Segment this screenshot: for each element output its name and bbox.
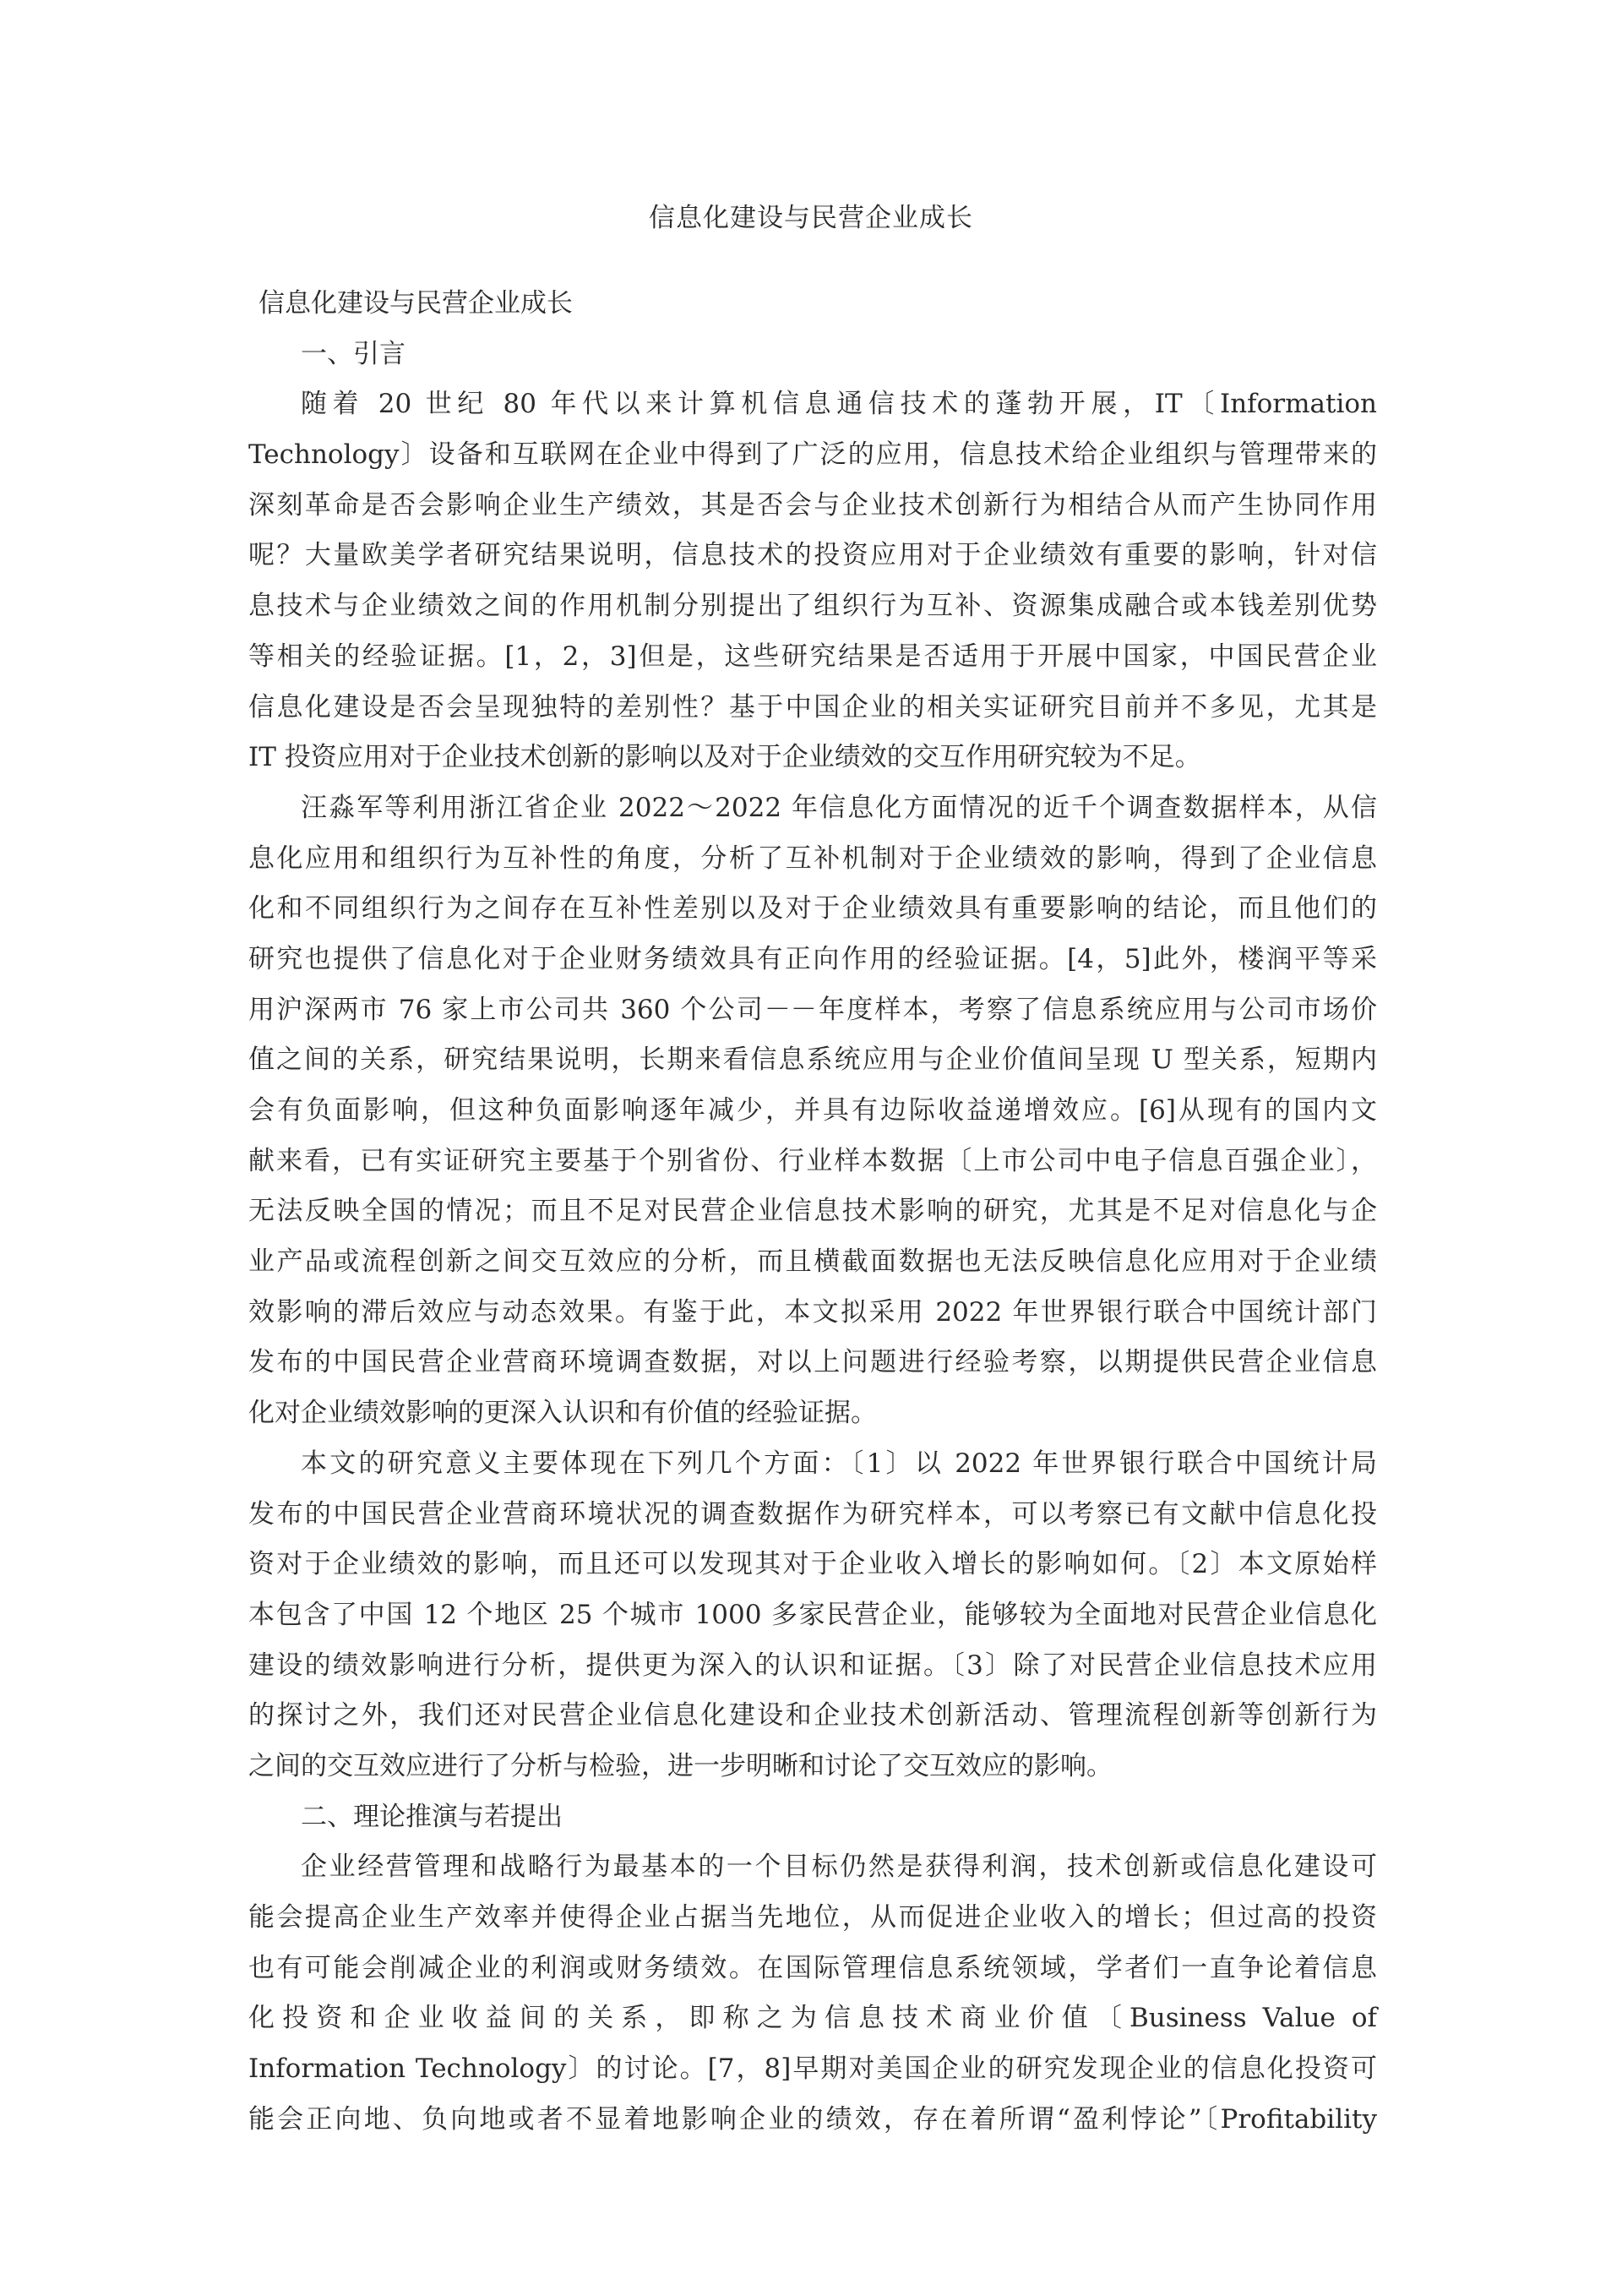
paragraph-line: 之间的交互效应进行了分析与检验，进一步明晰和讨论了交互效应的影响。 (248, 1750, 1113, 1781)
paragraph-line: 信息化建设是否会呈现独特的差别性？基于中国企业的相关实证研究目前并不多见，尤其是 (248, 691, 1377, 723)
paragraph-line: 献来看，已有实证研究主要基于个别省份、行业样本数据〔上市公司中电子信息百强企业〕， (248, 1145, 1377, 1176)
paragraph-line: 化对企业绩效影响的更深入认识和有价值的经验证据。 (248, 1398, 877, 1429)
paragraph-line: 息化应用和组织行为互补性的角度，分析了互补机制对于企业绩效的影响，得到了企业信息 (248, 843, 1377, 874)
document-body (248, 279, 1377, 2145)
paragraph-line: Technology〕设备和互联网在企业中得到了广泛的应用，信息技术给企业组织与管理带来的 (248, 439, 1377, 471)
section-heading: 一、引言 (301, 338, 406, 369)
paragraph-line: 无法反映全国的情况；而且不足对民营企业信息技术影响的研究，尤其是不足对信息化与企 (248, 1196, 1377, 1227)
paragraph-line: 用沪深两市 76 家上市公司共 360 个公司－－年度样本，考察了信息系统应用与公司市场价 (248, 994, 1377, 1025)
paragraph-line: 值之间的关系，研究结果说明，长期来看信息系统应用与企业价值间呈现 U 型关系，短期内 (248, 1044, 1377, 1076)
paragraph-line: 呢？大量欧美学者研究结果说明，信息技术的投资应用对于企业绩效有重要的影响，针对信 (248, 540, 1377, 571)
paragraph-line: 本包含了中国 12 个地区 25 个城市 1000 多家民营企业，能够较为全面地对民营企业信息化 (248, 1599, 1377, 1630)
section-heading: 二、理论推演与若提出 (301, 1801, 563, 1832)
paragraph-line: 资对于企业绩效的影响，而且还可以发现其对于企业收入增长的影响如何。〔2〕本文原始样 (248, 1549, 1377, 1580)
paragraph-line: Information Technology〕的讨论。[7，8]早期对美国企业的研究发现企业的信息化投资可 (248, 2053, 1377, 2085)
paragraph-line: 化和不同组织行为之间存在互补性差别以及对于企业绩效具有重要影响的结论，而且他们的 (248, 893, 1377, 924)
paragraph-line: 效影响的滞后效应与动态效果。有鉴于此，本文拟采用 2022 年世界银行联合中国统计部门 (248, 1296, 1377, 1328)
paragraph-line: 息技术与企业绩效之间的作用机制分别提出了组织行为互补、资源集成融合或本钱差别优势 (248, 591, 1377, 622)
paragraph-line: 深刻革命是否会影响企业生产绩效，其是否会与企业技术创新行为相结合从而产生协同作用 (248, 489, 1377, 521)
paragraph-line: 业产品或流程创新之间交互效应的分析，而且横截面数据也无法反映信息化应用对于企业绩 (248, 1246, 1377, 1278)
paragraph-line: 化投资和企业收益间的关系，即称之为信息技术商业价值〔Business Value of (248, 2003, 1377, 2034)
document-subtitle: 信息化建设与民营企业成长 (259, 288, 573, 319)
paragraph-line: 建设的绩效影响进行分析，提供更为深入的认识和证据。〔3〕除了对民营企业信息技术应用 (248, 1650, 1377, 1681)
paragraph-line: 随着 20 世纪 80 年代以来计算机信息通信技术的蓬勃开展，IT〔Information (301, 389, 1377, 420)
paragraph-line: 能会提高企业生产效率并使得企业占据当先地位，从而促进企业收入的增长；但过高的投资 (248, 1902, 1377, 1933)
paragraph-line: 研究也提供了信息化对于企业财务绩效具有正向作用的经验证据。[4，5]此外，楼润平等采 (248, 943, 1377, 974)
paragraph-line: 的探讨之外，我们还对民营企业信息化建设和企业技术创新活动、管理流程创新等创新行为 (248, 1700, 1377, 1732)
paragraph-line: 能会正向地、负向地或者不显着地影响企业的绩效，存在着所谓“盈利悖论”〔Profitability (248, 2103, 1377, 2135)
paragraph-line: 本文的研究意义主要体现在下列几个方面：〔1〕以 2022 年世界银行联合中国统计局 (301, 1448, 1377, 1479)
paragraph-line: 发布的中国民营企业营商环境状况的调查数据作为研究样本，可以考察已有文献中信息化投 (248, 1498, 1377, 1530)
paragraph-line: 企业经营管理和战略行为最基本的一个目标仍然是获得利润，技术创新或信息化建设可 (301, 1852, 1377, 1883)
paragraph-line: 等相关的经验证据。[1，2，3]但是，这些研究结果是否适用于开展中国家，中国民营企业 (248, 641, 1377, 672)
paragraph-line: 发布的中国民营企业营商环境调查数据，对以上问题进行经验考察，以期提供民营企业信息 (248, 1347, 1377, 1378)
paragraph-line: 也有可能会削减企业的利润或财务绩效。在国际管理信息系统领域，学者们一直争论着信息 (248, 1952, 1377, 1983)
paragraph-line: 汪淼军等利用浙江省企业 2022～2022 年信息化方面情况的近千个调查数据样本，从信 (301, 792, 1377, 823)
paragraph-line: IT 投资应用对于企业技术创新的影响以及对于企业绩效的交互作用研究较为不足。 (248, 742, 1201, 773)
document-title: 信息化建设与民营企业成长 (649, 203, 973, 233)
paragraph-line: 会有负面影响，但这种负面影响逐年减少，并具有边际收益递增效应。[6]从现有的国内文 (248, 1095, 1377, 1126)
